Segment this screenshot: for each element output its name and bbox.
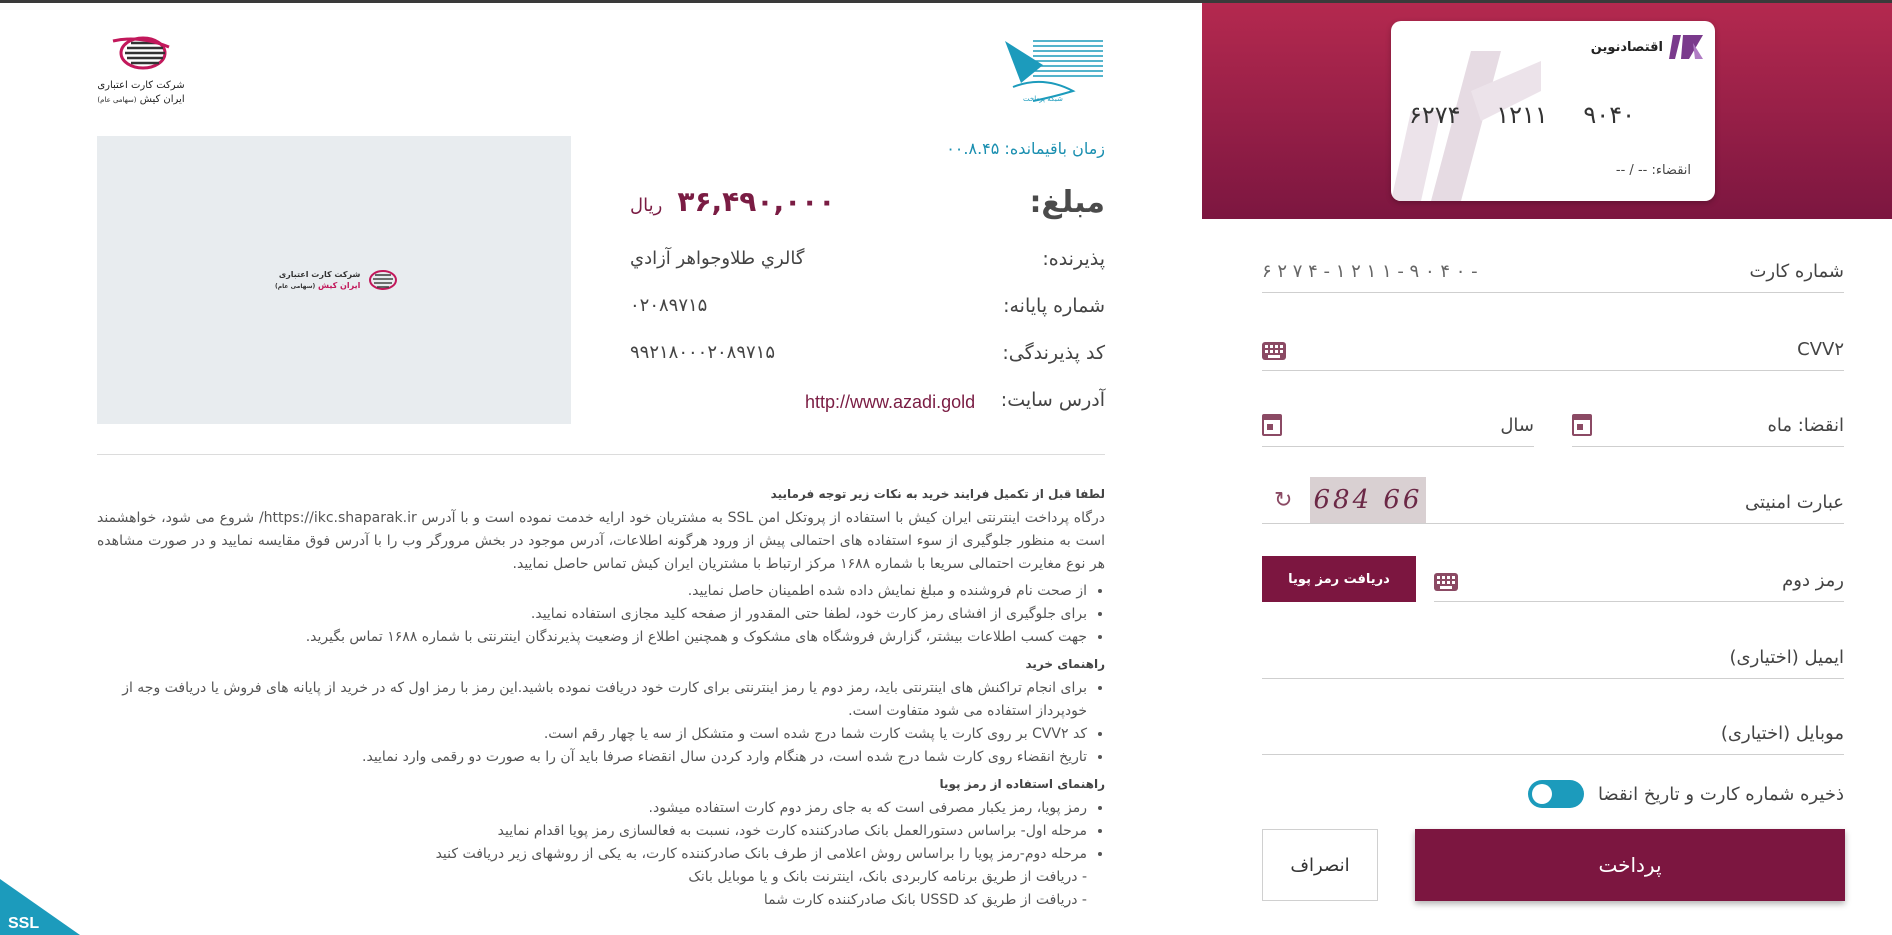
expiry-month-field[interactable] [1572, 401, 1844, 447]
captcha-image: 684 66 [1310, 477, 1426, 523]
svg-text:شبکه پرداخت: شبکه پرداخت [1023, 95, 1063, 103]
terminal-label: شماره پایانه: [1003, 295, 1105, 317]
card-bank [1591, 33, 1703, 61]
expiry-month-label: انقضا: ماه [1767, 415, 1844, 436]
cancel-button[interactable]: انصراف [1262, 829, 1378, 901]
terminal-value: ۰۲۰۸۹۷۱۵ [630, 295, 708, 316]
acceptor-code-value: ۹۹۲۱۸۰۰۰۲۰۸۹۷۱۵ [630, 342, 776, 363]
card-number-display [1409, 101, 1663, 129]
save-card-row [1528, 780, 1844, 808]
guide-title-purchase: راهنمای خرید [1025, 657, 1105, 671]
amount-currency: ریال [630, 195, 663, 216]
save-card-toggle[interactable] [1528, 780, 1584, 808]
list-item: • از صحت نام فروشنده و مبلغ نمایش داده شده اطمینان حاصل نمایید. [97, 580, 1087, 603]
card-number-group: ۹۰۴۰ [1583, 101, 1635, 129]
card-preview-header [1202, 3, 1892, 219]
cvv2-label: CVV۲ [1797, 339, 1844, 360]
eghtesad-novin-logo-icon [1669, 33, 1703, 61]
card-number-label: شماره کارت [1749, 261, 1844, 282]
list-item: • مرحله دوم-رمز پویا را براساس روش اعلامی از طرف بانک صادرکننده کارت، به یکی از روشهای زیر دریافت کنید [97, 843, 1087, 866]
mobile-field[interactable] [1262, 709, 1844, 755]
refresh-captcha-icon[interactable]: ↻ [1274, 488, 1293, 513]
amount-number: ۳۶,۴۹۰,۰۰۰ [677, 185, 836, 218]
pay-button[interactable]: پرداخت [1415, 829, 1845, 901]
get-dynamic-pin-button[interactable]: دریافت رمز پویا [1262, 556, 1416, 602]
remaining-time: زمان باقیمانده: ۰۰.۸.۴۵ [946, 139, 1105, 158]
guide-notes-list [97, 580, 1105, 649]
expiry-year-label: سال [1500, 415, 1534, 436]
expiry-year-field[interactable] [1262, 401, 1534, 447]
promo-logo-icon [366, 268, 400, 292]
virtual-keyboard-icon[interactable] [1434, 573, 1458, 591]
iran-kish-logo-line3: (سهامی عام) [97, 96, 137, 104]
acceptor-label: پذیرنده: [1042, 248, 1105, 270]
guide-title-dynamic-pin: راهنمای استفاده از رمز پویا [939, 777, 1105, 791]
card-bank-name: اقتصادنوین [1590, 39, 1663, 55]
promo-line2-wrap [275, 280, 360, 292]
promo-banner [97, 136, 571, 424]
promo-logo [275, 268, 400, 292]
card-preview [1391, 21, 1715, 201]
list-item: • تاریخ انقضاء روی کارت شما درج شده است، در هنگام وارد کردن سال انقضاء صرفا باید آن را به صورت دو رقمی وارد نمایید. [97, 746, 1087, 769]
shaparak-logo-icon [1003, 35, 1103, 105]
ssl-badge-label: SSL [8, 915, 40, 932]
site-label: آدرس سایت: [1000, 389, 1105, 411]
iran-kish-logo-line2-wrap [96, 93, 186, 107]
guide-purchase-list [97, 677, 1105, 769]
iran-kish-logo-line1: شرکت کارت اعتباری [97, 80, 185, 91]
guide-title-notes: لطفا قبل از تکمیل فرایند خرید به نکات زیر توجه فرمایید [770, 487, 1105, 501]
iran-kish-logo-line2: ایران کیش [139, 94, 185, 105]
acceptor-code-label: کد پذیرندگی: [1002, 342, 1105, 364]
card-number-group: ۶۲۷۴ [1409, 101, 1461, 129]
iran-kish-logo-icon [109, 33, 173, 75]
list-item: • کد CVV۲ بر روی کارت یا پشت کارت شما درج شده است و متشکل از سه یا چهار رقم است. [97, 723, 1087, 746]
list-item: • جهت کسب اطلاعات بیشتر، گزارش فروشگاه های مشکوک و همچنین اطلاع از وضعیت پذیرندگان اینترنتی با شماره ۱۶۸۸ تماس بگیرید. [97, 626, 1087, 649]
calendar-icon[interactable] [1262, 414, 1282, 436]
email-label: ایمیل (اختیاری) [1729, 647, 1844, 668]
second-pin-field[interactable] [1434, 556, 1844, 602]
guide-dynamic-pin-list [97, 797, 1105, 912]
save-card-label: ذخیره شماره کارت و تاریخ انقضا [1597, 783, 1844, 805]
cvv2-field[interactable] [1262, 325, 1844, 371]
list-item: • برای انجام تراکنش های اینترنتی باید، رمز دوم یا رمز اینترنتی برای کارت خود دریافت نموده باشید.این رمز با رمز اول که در خرید از پایانه های فروش یا دریافت وجه از خودپرداز استفاده می شود متفاوت است. [97, 677, 1087, 723]
amount-label: مبلغ: [1029, 185, 1105, 220]
promo-line1: شرکت کارت اعتباری [278, 269, 361, 279]
virtual-keyboard-icon[interactable] [1262, 342, 1286, 360]
mobile-label: موبایل (اختیاری) [1720, 723, 1844, 744]
ssl-badge [0, 879, 80, 935]
card-number-field[interactable] [1262, 247, 1844, 293]
iran-kish-logo [96, 33, 186, 111]
card-number-input[interactable]: ۶ ۲ ۷ ۴ - ۱ ۲ ۱ ۱ - ۹ ۰ ۴ ۰ - [1262, 261, 1478, 282]
second-pin-label: رمز دوم [1782, 570, 1844, 591]
amount-value [630, 185, 835, 218]
acceptor-value: گالري طلاوجواهر آزادي [630, 248, 805, 269]
promo-line2: ایران کیش [318, 280, 361, 290]
promo-line3: (سهامی عام) [275, 282, 316, 290]
card-number-group: ۱۲۱۱ [1496, 101, 1548, 129]
list-item: • رمز پویا، رمز یکبار مصرفی است که به جای رمز دوم کارت استفاده میشود. [97, 797, 1087, 820]
card-expiry-display: انقضاء: -- / -- [1615, 163, 1691, 178]
payment-form-panel [1202, 3, 1892, 935]
toggle-knob [1532, 784, 1552, 804]
list-item: - دریافت از طریق کد USSD بانک صادرکننده کارت شما [763, 892, 1087, 908]
section-divider [97, 454, 1105, 455]
merchant-info-panel [0, 3, 1202, 935]
site-link[interactable]: http://www.azadi.gold [805, 392, 976, 412]
guide-intro: درگاه پرداخت اینترنتی ایران کیش با استفاده از پروتکل امن SSL به مشتریان خود ارایه خدمت نموده است و با آدرس https://ikc.shaparak.ir/ شروع می شود، خواهشمند است به منظور جلوگیری از سوء استفاده های احتمالی پیش از ورود هرگونه اطلاعات، آدرس موجود در بخش مرورگر وب را با آدرس فوق مقایسه نمایید و در صورت مشاهده هر نوع مغایرت احتمالی سریعا با شماره ۱۶۸۸ مرکز ارتباط با مشتریان ایران کیش تماس حاصل نمایید. [97, 510, 1105, 572]
captcha-label: عبارت امنیتی [1745, 492, 1844, 513]
calendar-icon[interactable] [1572, 414, 1592, 436]
list-item: • مرحله اول- براساس دستورالعمل بانک صادرکننده کارت خود، نسبت به فعالسازی رمز پویا اقدام نمایید [97, 820, 1087, 843]
list-item: - دریافت از طریق برنامه کاربردی بانک، اینترنت بانک و یا موبایل بانک [688, 869, 1087, 885]
captcha-field[interactable] [1262, 478, 1844, 524]
email-field[interactable] [1262, 633, 1844, 679]
guide-section [97, 479, 1105, 912]
list-item: • برای جلوگیری از افشای رمز کارت خود، لطفا حتی المقدور از صفحه کلید مجازی استفاده نمایید. [97, 603, 1087, 626]
